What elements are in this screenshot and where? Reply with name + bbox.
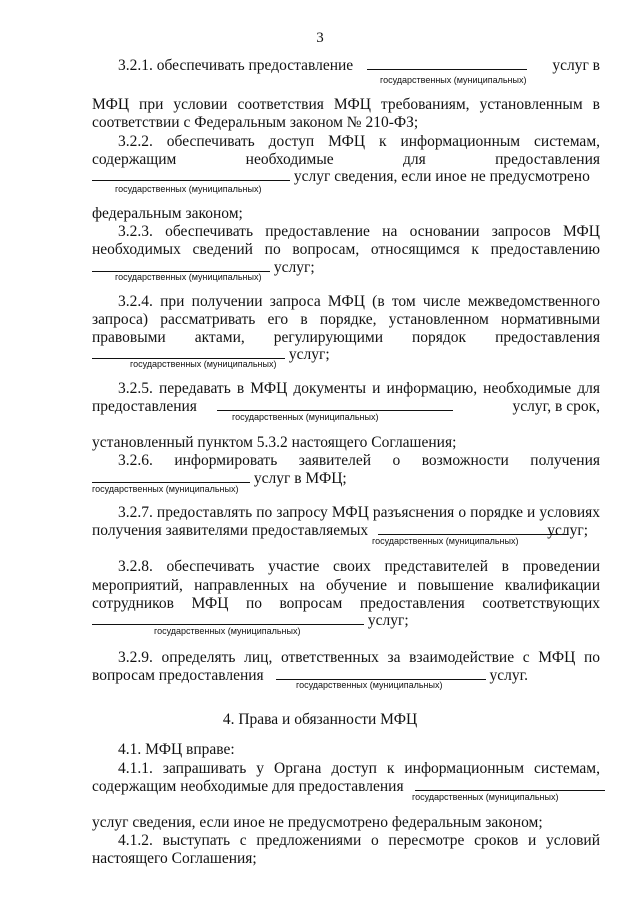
blank-field — [92, 345, 285, 359]
text-line: настоящего Соглашения; — [92, 850, 257, 867]
text-line: 4.1. МФЦ вправе: — [118, 741, 235, 758]
blank-field — [367, 56, 527, 70]
text: услуг. — [489, 667, 529, 684]
text-line: 4.1.2. выступать с предложениями о пересмотре сроков и условий — [118, 832, 600, 849]
field-caption: государственных (муниципальных) — [232, 412, 379, 422]
text-line: установленный пунктом 5.3.2 настоящего Соглашения; — [92, 434, 457, 451]
text: услуг сведения, если иное не предусмотрено — [293, 168, 590, 185]
text: вопросам предоставления — [92, 667, 264, 684]
blank-field — [415, 777, 605, 791]
text-line: 3.2.4. при получении запроса МФЦ (в том числе межведомственного — [118, 293, 600, 310]
blank-field — [92, 258, 270, 272]
text: услуг; — [547, 522, 588, 539]
section-heading: 4. Права и обязанности МФЦ — [222, 711, 418, 728]
text-line: 3.2.2. обеспечивать доступ МФЦ к информационным системам, — [118, 133, 600, 150]
text-line: запроса) рассматривать его в порядке, установленном нормативными — [92, 311, 600, 328]
blank-field — [92, 167, 290, 181]
text-line: 3.2.7. предоставлять по запросу МФЦ разъяснения о порядке и условиях — [118, 504, 600, 521]
page-number: 3 — [316, 30, 324, 46]
text: услуг; — [367, 612, 409, 629]
blank-field — [378, 521, 568, 535]
text-line: 3.2.5. передавать в МФЦ документы и информацию, необходимые для — [118, 380, 600, 397]
field-caption: государственных (муниципальных) — [296, 680, 443, 690]
clause-3-2-7-line-2 — [92, 521, 600, 540]
text: получения заявителями предоставляемых — [92, 522, 369, 539]
field-caption: государственных (муниципальных) — [154, 626, 301, 636]
blank-field — [92, 469, 250, 483]
blank-field — [217, 397, 453, 411]
text-line: услуг сведения, если иное не предусмотрено федеральным законом; — [92, 814, 543, 831]
text-line: необходимых сведений по вопросам, относящимся к предоставлению — [92, 241, 600, 258]
text-line: 3.2.9. определять лиц, ответственных за взаимодействие с МФЦ по — [118, 649, 600, 666]
text-line: 4.1.1. запрашивать у Органа доступ к информационным системам, — [118, 760, 600, 777]
text-line: 3.2.3. обеспечивать предоставление на основании запросов МФЦ — [118, 223, 600, 240]
field-caption: государственных (муниципальных) — [92, 484, 239, 494]
text-line: федеральным законом; — [92, 205, 243, 222]
text: 3.2.1. обеспечивать предоставление — [118, 57, 354, 74]
field-caption: государственных (муниципальных) — [412, 792, 559, 802]
text: предоставления — [92, 398, 197, 415]
text: услуг; — [288, 346, 330, 363]
field-caption: государственных (муниципальных) — [115, 184, 262, 194]
text-line: соответствии с Федеральным законом № 210-ФЗ; — [92, 114, 419, 131]
text: содержащим необходимые для предоставления — [92, 778, 404, 795]
clause-3-2-1-line-1 — [92, 56, 600, 75]
text-line: 3.2.8. обеспечивать участие своих представителей в проведении — [118, 558, 600, 575]
field-caption: государственных (муниципальных) — [115, 272, 262, 282]
field-caption: государственных (муниципальных) — [372, 536, 519, 546]
text: услуг в МФЦ; — [253, 470, 347, 487]
text: услуг, в срок, — [512, 398, 600, 415]
blank-field — [276, 666, 486, 680]
text: услуг в — [552, 57, 600, 74]
text: услуг; — [273, 259, 315, 276]
text-line: сотрудников МФЦ по вопросам предоставления соответствующих — [92, 595, 600, 612]
text-line: правовыми актами, регулирующими порядок предоставления — [92, 329, 600, 346]
text-line: содержащим необходимые для предоставления — [92, 151, 600, 168]
text-line: мероприятий, направленных на обучение и повышение квалификации — [92, 577, 600, 594]
blank-field — [92, 611, 364, 625]
text-line: 3.2.6. информировать заявителей о возможности получения — [118, 452, 600, 469]
field-caption: государственных (муниципальных) — [130, 359, 277, 369]
text-line: МФЦ при условии соответствия МФЦ требованиям, установленным в — [92, 96, 600, 113]
field-caption: государственных (муниципальных) — [380, 75, 527, 85]
